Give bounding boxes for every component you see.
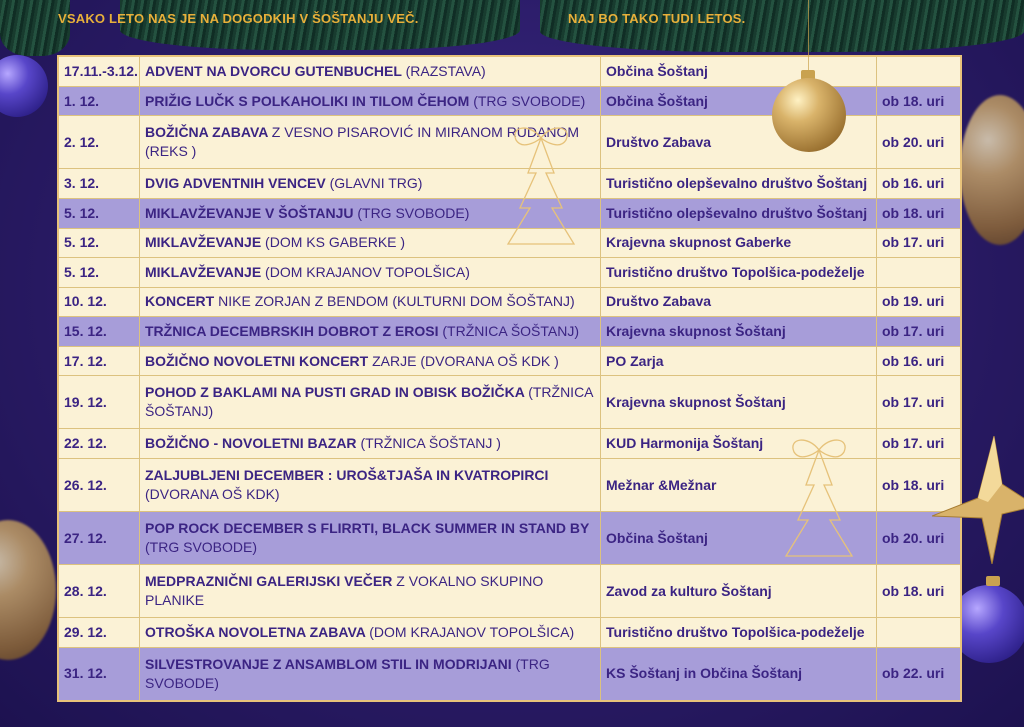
event-title-cell (140, 56, 601, 86)
event-date: 31. 12. (58, 647, 140, 701)
event-date: 22. 12. (58, 429, 140, 459)
event-date: 17. 12. (58, 346, 140, 376)
event-organizer: Zavod za kulturo Šoštanj (601, 565, 877, 618)
event-location: (DOM KS GABERKE ) (265, 234, 406, 251)
event-title-cell (140, 565, 601, 618)
event-location: (DOM KRAJANOV TOPOLŠICA) (265, 263, 470, 280)
event-organizer: PO Zarja (601, 346, 877, 376)
event-date: 3. 12. (58, 169, 140, 199)
event-time (877, 56, 962, 86)
event-time: ob 18. uri (877, 86, 962, 116)
event-organizer: Občina Šoštanj (601, 56, 877, 86)
event-title: MEDPRAZNIČNI GALERIJSKI VEČER (145, 573, 393, 590)
event-time: ob 17. uri (877, 429, 962, 459)
event-date: 26. 12. (58, 459, 140, 512)
event-title-cell (140, 86, 601, 116)
event-date: 10. 12. (58, 287, 140, 317)
event-time: ob 20. uri (877, 512, 962, 565)
event-location: ZARJE (DVORANA OŠ KDK ) (372, 352, 559, 369)
event-title: PRIŽIG LUČK S POLKAHOLIKI IN TILOM ČEHOM (145, 92, 470, 109)
event-title: MIKLAVŽEVANJE V ŠOŠTANJU (145, 204, 354, 221)
event-location: (TRG SVOBODE) (145, 655, 550, 691)
pine-branch-decoration (0, 0, 70, 56)
event-row (58, 618, 961, 648)
event-organizer: Občina Šoštanj (601, 512, 877, 565)
event-date: 28. 12. (58, 565, 140, 618)
event-location: (DVORANA OŠ KDK) (145, 486, 280, 503)
event-title: SILVESTROVANJE Z ANSAMBLOM STIL IN MODRIJANI (145, 655, 512, 672)
pine-branch-decoration (540, 0, 1024, 52)
event-time: ob 20. uri (877, 116, 962, 169)
event-row (58, 647, 961, 701)
event-date: 29. 12. (58, 618, 140, 648)
event-title: MIKLAVŽEVANJE (145, 234, 262, 251)
event-time: ob 17. uri (877, 376, 962, 429)
event-time (877, 618, 962, 648)
event-organizer: Turistično olepševalno društvo Šoštanj (601, 198, 877, 228)
event-title-cell (140, 258, 601, 288)
event-title: ADVENT NA DVORCU GUTENBUCHEL (145, 62, 402, 79)
event-title-cell (140, 376, 601, 429)
event-location: (DOM KRAJANOV TOPOLŠICA) (369, 623, 575, 640)
event-location: (TRG SVOBODE) (145, 539, 258, 556)
ornament-bauble-icon (960, 95, 1024, 245)
event-time: ob 16. uri (877, 169, 962, 199)
event-row (58, 565, 961, 618)
event-row (58, 376, 961, 429)
event-time: ob 19. uri (877, 287, 962, 317)
ornament-bauble-icon (0, 520, 56, 660)
header-left-text: VSAKO LETO NAS JE NA DOGODKIH V ŠOŠTANJU VEČ. (58, 11, 419, 26)
event-title-cell (140, 429, 601, 459)
event-organizer: Turistično društvo Topolšica-podeželje (601, 258, 877, 288)
header-right-text: NAJ BO TAKO TUDI LETOS. (568, 11, 746, 26)
event-organizer: Društvo Zabava (601, 287, 877, 317)
event-date: 5. 12. (58, 258, 140, 288)
event-title-cell (140, 317, 601, 347)
event-organizer: Občina Šoštanj (601, 86, 877, 116)
event-organizer: Društvo Zabava (601, 116, 877, 169)
event-time: ob 22. uri (877, 647, 962, 701)
ornament-cap (986, 576, 1000, 586)
event-time: ob 18. uri (877, 459, 962, 512)
event-title-cell (140, 618, 601, 648)
event-location: (GLAVNI TRG) (329, 175, 423, 192)
event-title: BOŽIČNO - NOVOLETNI BAZAR (145, 435, 357, 452)
event-time: ob 17. uri (877, 228, 962, 258)
event-organizer: Krajevna skupnost Šoštanj (601, 317, 877, 347)
event-time: ob 17. uri (877, 317, 962, 347)
event-location: Z VESNO PISAROVIĆ IN MIRANOM RUDANOM (REKS ) (145, 124, 580, 160)
event-title: DVIG ADVENTNIH VENCEV (145, 175, 326, 192)
event-organizer: KS Šoštanj in Občina Šoštanj (601, 647, 877, 701)
event-date: 5. 12. (58, 228, 140, 258)
event-time: ob 18. uri (877, 198, 962, 228)
ornament-bauble-icon (772, 78, 846, 152)
event-organizer: Krajevna skupnost Šoštanj (601, 376, 877, 429)
event-location: (TRŽNICA ŠOŠTANJ ) (360, 435, 501, 452)
outline-tree-icon (778, 430, 860, 560)
event-title-cell (140, 512, 601, 565)
event-organizer: Turistično olepševalno društvo Šoštanj (601, 169, 877, 199)
event-organizer: Turistično društvo Topolšica-podeželje (601, 618, 877, 648)
event-title-cell (140, 459, 601, 512)
event-row (58, 317, 961, 347)
event-date: 2. 12. (58, 116, 140, 169)
event-date: 5. 12. (58, 198, 140, 228)
event-organizer: KUD Harmonija Šoštanj (601, 429, 877, 459)
event-date: 27. 12. (58, 512, 140, 565)
event-row (58, 346, 961, 376)
event-time: ob 18. uri (877, 565, 962, 618)
event-time: ob 16. uri (877, 346, 962, 376)
event-date: 15. 12. (58, 317, 140, 347)
event-title: BOŽIČNO NOVOLETNI KONCERT (145, 352, 369, 369)
event-location: (RAZSTAVA) (405, 62, 486, 79)
event-location: Z VOKALNO SKUPINO PLANIKE (145, 573, 544, 609)
event-location: (TRG SVOBODE) (357, 204, 470, 221)
event-title-cell (140, 287, 601, 317)
event-organizer: Krajevna skupnost Gaberke (601, 228, 877, 258)
event-organizer: Mežnar &Mežnar (601, 459, 877, 512)
event-date: 1. 12. (58, 86, 140, 116)
event-time (877, 258, 962, 288)
event-location: (TRG SVOBODE) (473, 92, 586, 109)
event-title: BOŽIČNA ZABAVA (145, 124, 268, 141)
event-location: NIKE ZORJAN Z BENDOM (KULTURNI DOM ŠOŠTANJ) (218, 293, 575, 310)
event-title: KONCERT (145, 293, 215, 310)
event-date: 19. 12. (58, 376, 140, 429)
gold-star-icon (932, 436, 1024, 564)
event-title-cell (140, 647, 601, 701)
event-title: ZALJUBLJENI DECEMBER : UROŠ&TJAŠA IN KVATROPIRCI (145, 467, 549, 484)
event-title: TRŽNICA DECEMBRSKIH DOBROT Z EROSI (145, 323, 439, 340)
event-title: MIKLAVŽEVANJE (145, 263, 262, 280)
event-row (58, 258, 961, 288)
ornament-string (808, 0, 809, 75)
event-location: (TRŽNICA ŠOŠTANJ) (442, 323, 580, 340)
event-title: OTROŠKA NOVOLETNA ZABAVA (145, 623, 366, 640)
event-location: (TRŽNICA ŠOŠTANJ) (145, 384, 593, 420)
event-title: POHOD Z BAKLAMI NA PUSTI GRAD IN OBISK BOŽIČKA (145, 384, 525, 401)
ornament-bauble-icon (0, 55, 48, 117)
event-title: POP ROCK DECEMBER S FLIRRTI, BLACK SUMMER IN STAND BY (145, 520, 590, 537)
event-row (58, 287, 961, 317)
event-title-cell (140, 346, 601, 376)
event-date: 17.11.-3.12. (58, 56, 140, 86)
outline-tree-icon (500, 118, 582, 248)
